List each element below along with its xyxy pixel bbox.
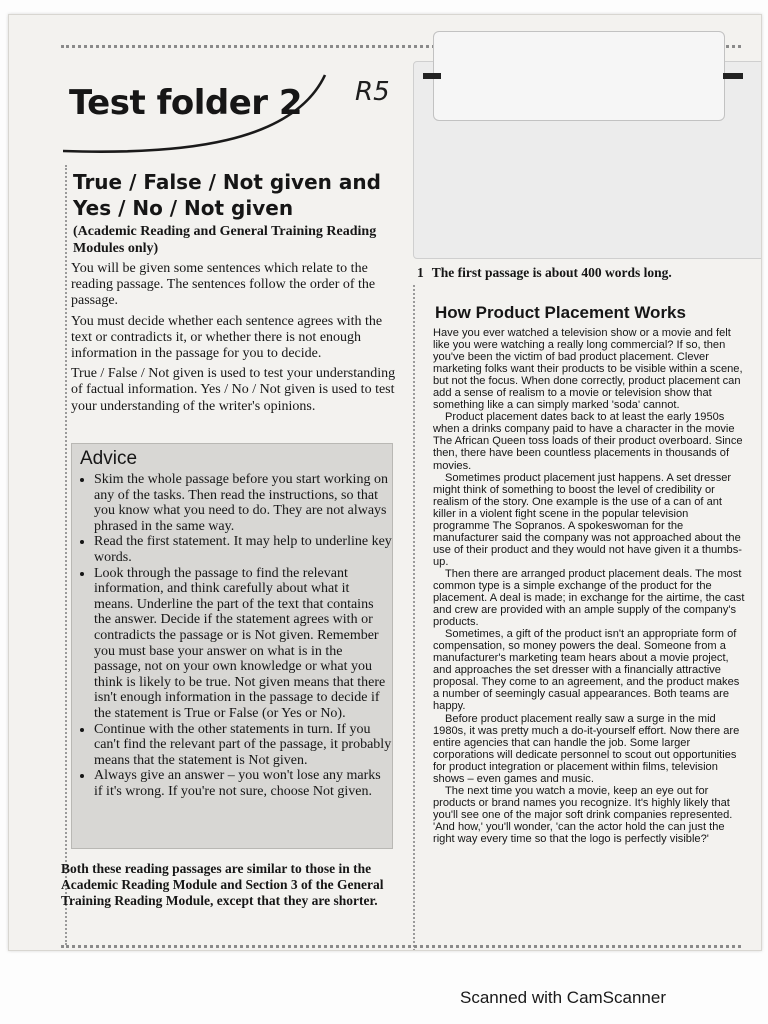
both-passages-note: Both these reading passages are similar to those in the Academic Reading Module and Section 3 of the General Training Reading Module, except that they are shorter.	[61, 861, 384, 908]
article-paragraph: Have you ever watched a television show or a movie and felt like you were watching a really long commercial? If so, then you've been the victim of bad product placement. Clever marketing folks want their products to be visible within a scene, but not the focus. When done correctly, product placement can add a sense of realism to a movie or television show that something like a can simply marked 'soda' cannot.	[433, 327, 743, 412]
intro-paragraph: You must decide whether each sentence agrees with the text or contradicts it, or whether there is not enough information in the passage for you to decide.	[71, 313, 383, 362]
subtitle-line-2: Yes / No / Not given	[73, 196, 294, 220]
article-paragraph: Before product placement really saw a surge in the mid 1980s, it was pretty much a do-it-yourself effort. Now there are entire agencies that can handle the job. Some larger corporations will dedicate personnel to scout out opportunities for product integration or placement within films, television shows – even games and music.	[433, 712, 740, 785]
advice-item: • Look through the passage to find the relevant information, and think carefully about what it means. Underline the part of the text that contains the answer. Decide if the statement agrees with or contradicts the passage or is Not given. Remember you must base your answer on what is in the passage, not on your own knowledge or what you think is likely to be true. Not given means that there isn't enough information in the passage to decide if the statement is True or False (or Yes or No).	[94, 566, 392, 722]
column-dotted-rule	[413, 285, 415, 951]
intro-paragraph: You will be given some sentences which relate to the reading passage. The sentences follow the order of the passage.	[71, 261, 376, 309]
article-title: How Product Placement Works	[435, 303, 686, 322]
subtitle-line-1: True / False / Not given and	[73, 170, 381, 194]
scanned-page	[8, 14, 762, 951]
question-line	[417, 265, 757, 281]
scanner-watermark: Scanned with CamScanner	[460, 988, 667, 1007]
advice-item: • Continue with the other statements in turn. If you can't find the relevant part of the passage, it probably means that the statement is Not given.	[94, 722, 392, 769]
modules-note: (Academic Reading and General Training Reading Modules only)	[73, 224, 377, 256]
handwritten-note: R5	[355, 77, 390, 107]
article-body	[433, 327, 745, 845]
blank-label	[433, 31, 725, 121]
advice-item: • Read the first statement. It may help to underline key words.	[94, 534, 392, 565]
intro-text	[71, 261, 397, 419]
advice-box	[71, 443, 393, 849]
article-paragraph: Sometimes product placement just happens. A set dresser might think of something to boost the level of credibility or realism of the story. One example is the use of a can of ant killer in a violent fight scene in the popular television programme The Sopranos. A spokeswoman for the manufacturer said the company was not approached about the use of their product and they would not have given it a thumbs-up.	[433, 471, 742, 568]
article-paragraph: Then there are arranged product placement deals. The most common type is a simple exchange of the product for the placement. A deal is made; in exchange for the airtime, the cast and crew are provided with an ample supply of the company's products.	[433, 567, 745, 629]
advice-heading: Advice	[80, 448, 138, 469]
advice-list	[72, 472, 392, 799]
page-title: Test folder 2	[69, 83, 303, 123]
advice-item: • Skim the whole passage before you start working on any of the tasks. Then read the instructions, so that you know what you need to do. They are not always phrased in the same way.	[94, 472, 392, 534]
intro-paragraph: True / False / Not given is used to test your understanding of factual information. Yes / No / Not given is used to test your understanding of the writer's opinions.	[71, 366, 396, 414]
article-paragraph: Product placement dates back to at least the early 1950s when a drinks company paid to have a character in the movie The African Queen toss loads of their product overboard. Since then, there have been countless placements in thousands of movies.	[433, 411, 743, 472]
dark-tab-left	[423, 73, 441, 79]
question-number: 1	[417, 265, 424, 280]
article-paragraph: The next time you watch a movie, keep an eye out for products or brand names you recognize. It's highly likely that you'll see one of the major soft drink companies represented. 'And how,' you'll wonder, 'can the actor hold the can just the right way every time so that the logo is perfectly visible?'	[433, 784, 733, 845]
article-paragraph: Sometimes, a gift of the product isn't an appropriate form of compensation, so money powers the deal. Someone from a manufacturer's marketing team hears about a movie project, and approaches the set dresser with a financially attractive proposal. They come to an agreement, and the product makes a number of seemingly casual appearances. Both teams are happy.	[433, 628, 740, 713]
left-dotted-rule	[65, 165, 67, 945]
section-subtitle	[73, 169, 393, 221]
bottom-dotted-rule	[61, 945, 741, 948]
advice-item: • Always give an answer – you won't lose any marks if it's wrong. If you're not sure, choose Not given.	[94, 768, 392, 799]
dark-tab-right	[723, 73, 743, 79]
question-text: The first passage is about 400 words long.	[431, 265, 672, 280]
